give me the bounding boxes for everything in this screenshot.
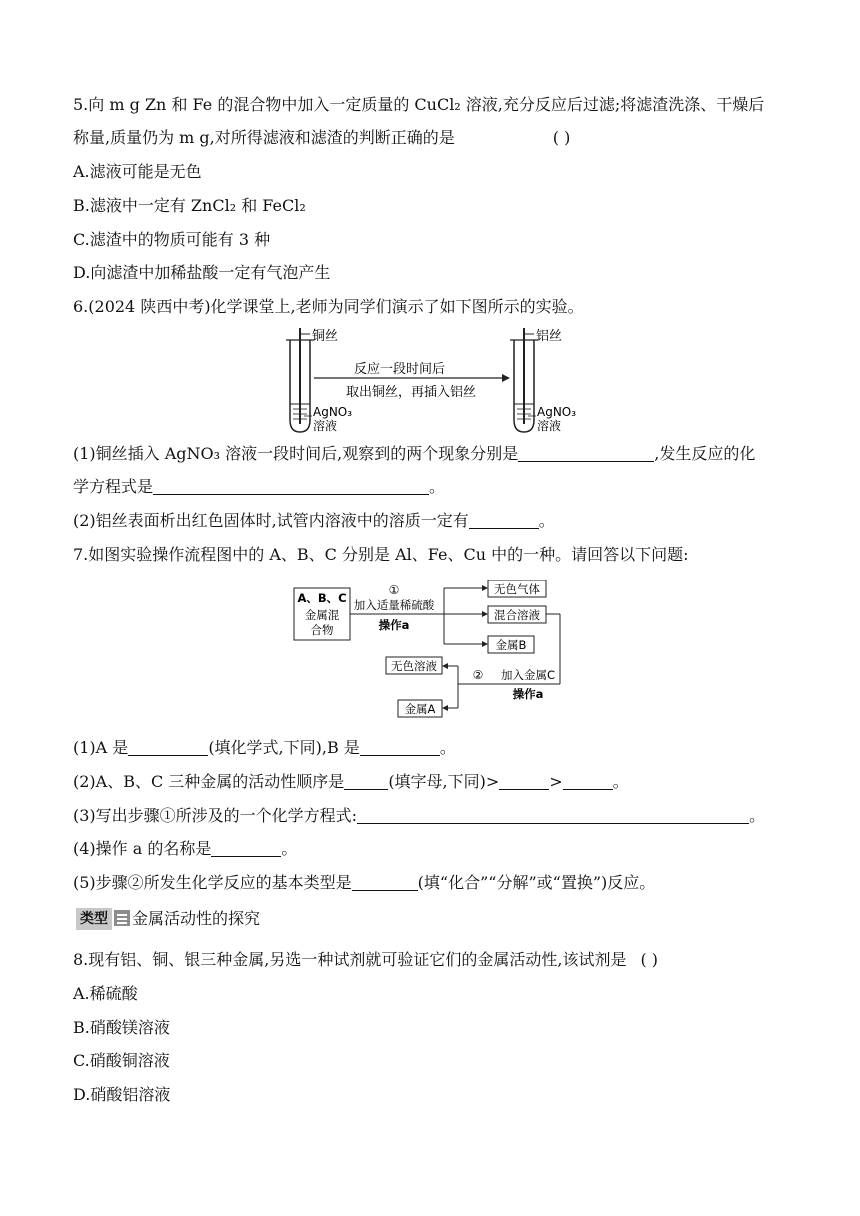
step1-number: ① [388, 583, 400, 597]
q7-part2-blank3 [563, 773, 613, 790]
q7-part4-text: (4)操作 a 的名称是 [73, 839, 212, 858]
q7-flowchart [290, 580, 590, 720]
q7-part2-blank1 [344, 773, 388, 790]
output-metal-a: 金属A [404, 702, 436, 716]
q5-option-b: B.滤液中一定有 ZnCl₂ 和 FeCl₂ [73, 196, 306, 215]
section-header [76, 908, 260, 930]
q8-answer-paren: ( ) [640, 950, 659, 969]
output-colorless-solution: 无色溶液 [391, 659, 437, 673]
step2-number: ② [472, 668, 484, 682]
q6-part1-line2 [73, 477, 445, 497]
left-solution-formula: AgNO₃ [313, 405, 353, 419]
q7-part3-end: 。 [749, 806, 766, 825]
left-test-tube [286, 328, 314, 432]
start-box-line2: 金属混 [304, 608, 340, 622]
q8-stem: 8.现有铝、铜、银三种金属,另选一种试剂就可验证它们的金属活动性,该试剂是 [73, 950, 627, 969]
q7-part5 [73, 873, 655, 893]
left-solution-word: 溶液 [313, 419, 338, 433]
left-wire-label: 铜丝 [312, 329, 339, 344]
output-mixed-solution: 混合溶液 [494, 608, 540, 622]
q7-part3 [73, 806, 765, 826]
q6-part2-text: (2)铝丝表面析出红色固体时,试管内溶液中的溶质一定有 [73, 511, 469, 530]
q7-part4-blank [211, 840, 281, 857]
q7-part2-text-a: (2)A、B、C 三种金属的活动性顺序是 [73, 772, 345, 791]
q7-part5-blank [352, 874, 418, 891]
output-metal-b: 金属B [495, 638, 527, 652]
q7-part2-text-b: (填字母,下同)> [388, 772, 500, 791]
step1-operation: 操作a [378, 618, 410, 632]
start-box-line3: 合物 [310, 623, 334, 637]
output-gas: 无色气体 [494, 582, 540, 596]
start-box-line1: A、B、C [297, 591, 347, 605]
q6-part1-text-a: (1)铜丝插入 AgNO₃ 溶液一段时间后,观察到的两个现象分别是 [73, 444, 519, 463]
q7-part2-end: 。 [612, 772, 629, 791]
q7-part5-text-b: (填“化合”“分解”或“置换”)反应。 [417, 873, 656, 892]
q7-stem: 7.如图实验操作流程图中的 A、B、C 分别是 Al、Fe、Cu 中的一种。请回答以下问题: [73, 545, 689, 564]
q7-part2-blank2 [499, 773, 549, 790]
q5-option-d: D.向滤渣中加稀盐酸一定有气泡产生 [73, 263, 331, 282]
q6-part1-blank1 [518, 445, 654, 462]
q5-option-a: A.滤液可能是无色 [73, 162, 202, 181]
arrow-bottom-label: 取出铜丝，再插入铝丝 [346, 385, 477, 400]
q6-part1-text-b: ,发生反应的化 [654, 444, 756, 463]
q6-part2-line [73, 511, 555, 531]
right-test-tube [510, 328, 538, 432]
q6-part2-blank [469, 512, 539, 529]
q8-option-c: C.硝酸铜溶液 [73, 1051, 170, 1070]
section-number-icon [114, 910, 130, 926]
q5-stem-line1: 5.向 m g Zn 和 Fe 的混合物中加入一定质量的 CuCl₂ 溶液,充分反应后过滤;将滤渣洗涤、干燥后 [73, 95, 765, 114]
q6-part1-end: 。 [429, 477, 446, 496]
q6-part2-end: 。 [538, 511, 555, 530]
q7-part1-text-b: (填化学式,下同),B 是 [208, 738, 360, 757]
q7-part4-end: 。 [281, 839, 298, 858]
right-wire-label: 铝丝 [536, 329, 563, 344]
right-solution-formula: AgNO₃ [537, 405, 577, 419]
step2-label: 加入金属C [500, 668, 556, 682]
q8-option-a: A.稀硫酸 [73, 984, 138, 1003]
q7-part1-blank1 [128, 739, 208, 756]
q6-part1-text-c: 学方程式是 [73, 477, 154, 496]
q7-part1-text-a: (1)A 是 [73, 738, 129, 757]
q8-stem-line [73, 950, 658, 970]
q7-part2 [73, 772, 629, 792]
step2-operation: 操作a [512, 687, 544, 701]
right-solution-word: 溶液 [537, 419, 562, 433]
q5-answer-paren: ( ) [552, 128, 571, 147]
q7-part3-text: (3)写出步骤①所涉及的一个化学方程式: [73, 806, 358, 825]
q7-part5-text-a: (5)步骤②所发生化学反应的基本类型是 [73, 873, 352, 892]
q8-option-d: D.硝酸铝溶液 [73, 1085, 171, 1104]
q7-part3-blank [357, 807, 749, 824]
q6-part1-blank2 [153, 478, 429, 495]
q5-stem-line2-text: 称量,质量仍为 m g,对所得滤液和滤渣的判断正确的是 [73, 128, 455, 147]
q7-part4 [73, 839, 297, 859]
step1-label: 加入适量稀硫酸 [353, 598, 435, 612]
q7-part1 [73, 738, 456, 758]
q5-option-c: C.滤渣中的物质可能有 3 种 [73, 230, 271, 249]
q7-part1-blank2 [360, 739, 440, 756]
q6-experiment-figure [280, 324, 620, 436]
section-title: 金属活动性的探究 [132, 909, 261, 928]
q5-stem-line2 [73, 128, 570, 148]
section-badge: 类型 [76, 908, 112, 930]
q6-stem: 6.(2024 陕西中考)化学课堂上,老师为同学们演示了如下图所示的实验。 [73, 297, 584, 316]
q7-part2-text-c: > [549, 772, 563, 791]
arrow-top-label: 反应一段时间后 [354, 362, 446, 377]
q7-part1-end: 。 [439, 738, 456, 757]
q6-part1-line1 [73, 444, 755, 464]
q8-option-b: B.硝酸镁溶液 [73, 1018, 170, 1037]
